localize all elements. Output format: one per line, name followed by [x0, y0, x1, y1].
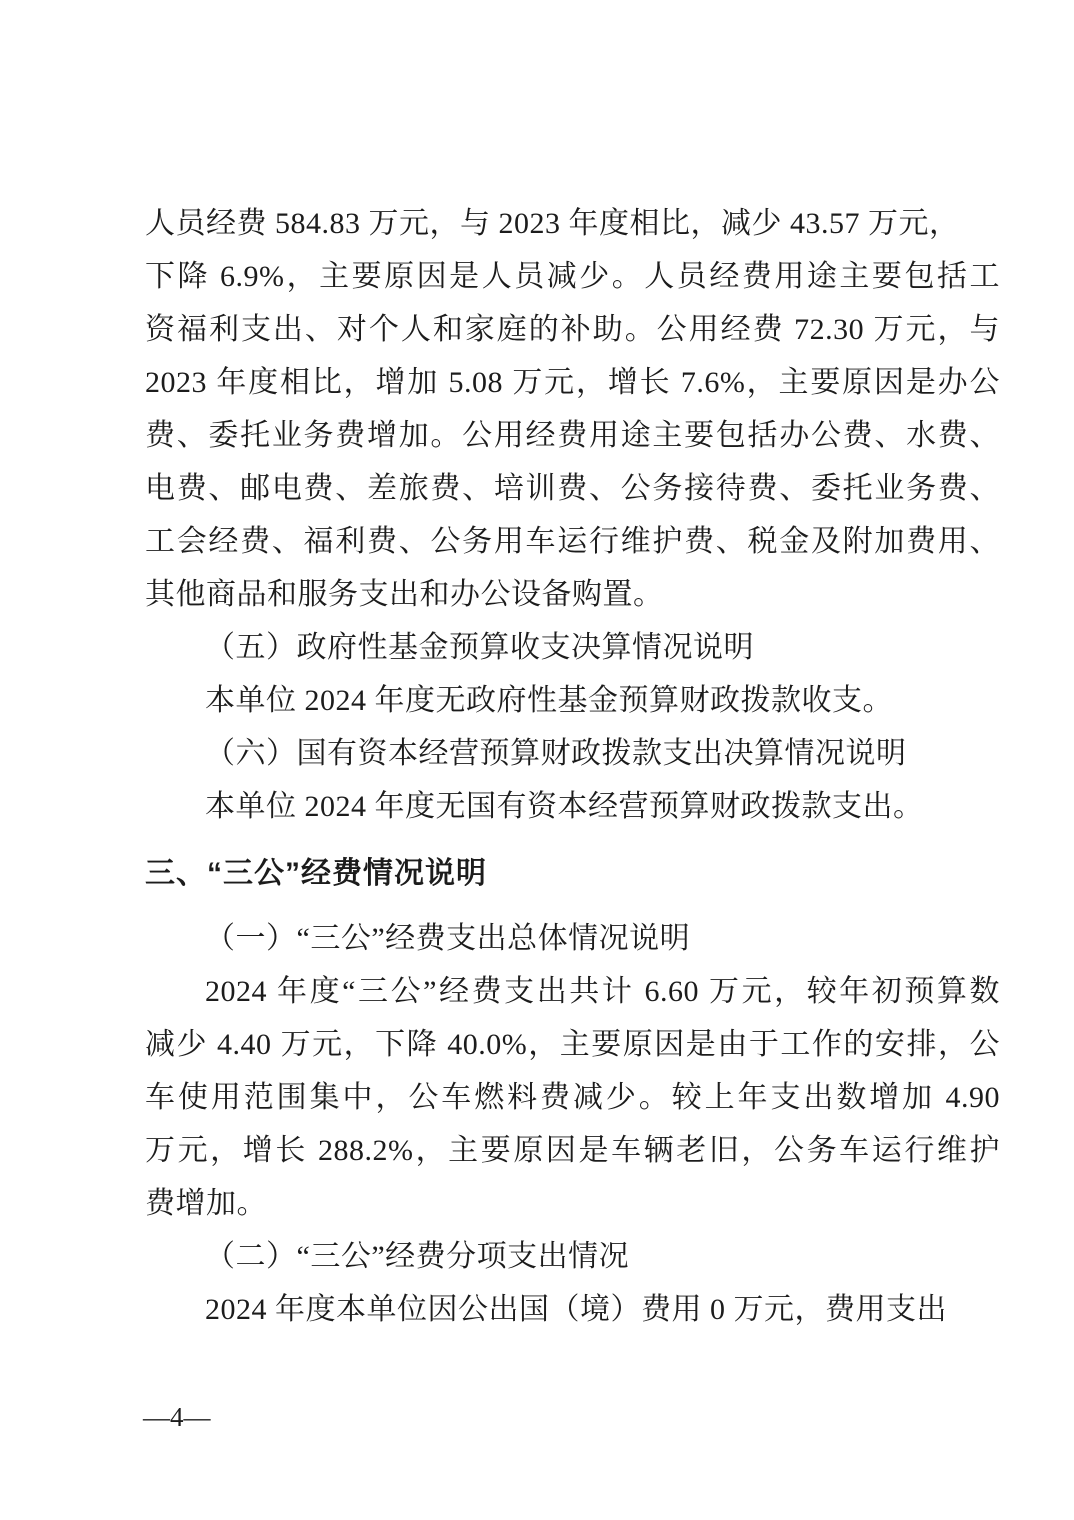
subsection-heading: （五）政府性基金预算收支决算情况说明	[205, 631, 754, 664]
page-number: —4—	[143, 1402, 211, 1432]
section-heading: 三、“三公”经费情况说明	[145, 857, 487, 890]
paragraph-line: 2023 年度相比，增加 5.08 万元，增长 7.6%，主要原因是办公	[145, 366, 1000, 399]
paragraph-line: 其他商品和服务支出和办公设备购置。	[145, 578, 664, 611]
paragraph-line: 电费、邮电费、差旅费、培训费、公务接待费、委托业务费、	[145, 472, 1000, 505]
paragraph-line: 2024 年度“三公”经费支出共计 6.60 万元，较年初预算数	[205, 975, 1000, 1008]
paragraph-line: 车使用范围集中，公车燃料费减少。较上年支出数增加 4.90	[145, 1081, 1000, 1114]
document-body	[145, 197, 1000, 1336]
subsection-heading: （一）“三公”经费支出总体情况说明	[205, 922, 691, 955]
paragraph-line: 2024 年度本单位因公出国（境）费用 0 万元，费用支出	[205, 1293, 947, 1326]
paragraph-line: 万元，增长 288.2%，主要原因是车辆老旧，公务车运行维护	[145, 1134, 1000, 1167]
paragraph-line: 本单位 2024 年度无政府性基金预算财政拨款收支。	[205, 684, 893, 717]
paragraph-line: 工会经费、福利费、公务用车运行维护费、税金及附加费用、	[145, 525, 1000, 558]
paragraph-line: 人员经费 584.83 万元，与 2023 年度相比，减少 43.57 万元，	[145, 207, 960, 240]
paragraph-line: 资福利支出、对个人和家庭的补助。公用经费 72.30 万元，与	[145, 313, 1000, 346]
paragraph-line: 费、委托业务费增加。公用经费用途主要包括办公费、水费、	[145, 419, 1000, 452]
paragraph-line: 下降 6.9%，主要原因是人员减少。人员经费用途主要包括工	[145, 260, 1000, 293]
subsection-heading: （二）“三公”经费分项支出情况	[205, 1240, 630, 1273]
subsection-heading: （六）国有资本经营预算财政拨款支出决算情况说明	[205, 737, 907, 770]
paragraph-line: 本单位 2024 年度无国有资本经营预算财政拨款支出。	[205, 790, 924, 823]
paragraph-line: 减少 4.40 万元，下降 40.0%，主要原因是由于工作的安排，公	[145, 1028, 1000, 1061]
paragraph-line: 费增加。	[145, 1187, 267, 1220]
